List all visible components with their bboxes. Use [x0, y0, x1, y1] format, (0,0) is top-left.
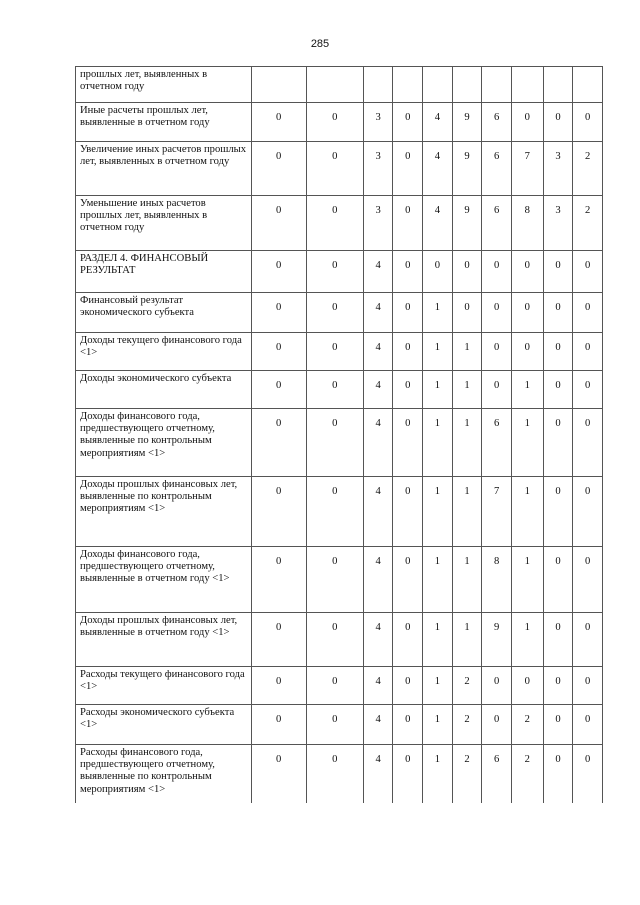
- code-digit-cell: 6: [482, 409, 512, 477]
- code-digit-cell: 0: [251, 745, 306, 803]
- code-digit-cell: 0: [511, 293, 543, 333]
- row-name-cell: Увеличение иных расчетов прошлых лет, выявленных в отчетном году: [76, 142, 252, 196]
- code-digit-cell: 0: [393, 477, 423, 547]
- row-name-cell: Доходы финансового года, предшествующего отчетному, выявленные в отчетном году <1>: [76, 547, 252, 613]
- code-digit-cell: 1: [423, 547, 453, 613]
- code-digit-cell: 0: [482, 667, 512, 705]
- table-row: [76, 293, 603, 333]
- code-digit-cell: 0: [306, 477, 363, 547]
- account-codes-table: [75, 66, 603, 803]
- code-digit-cell: 4: [363, 477, 393, 547]
- code-digit-cell: 0: [306, 103, 363, 142]
- code-digit-cell: 1: [423, 333, 453, 371]
- code-digit-cell: 2: [573, 196, 603, 251]
- code-digit-cell: 0: [393, 409, 423, 477]
- code-digit-cell: 0: [543, 251, 573, 293]
- table-row: [76, 142, 603, 196]
- table-body: [76, 67, 603, 803]
- code-digit-cell: 0: [573, 745, 603, 803]
- code-digit-cell: 0: [543, 705, 573, 745]
- code-digit-cell: 0: [543, 103, 573, 142]
- code-digit-cell: 2: [452, 667, 482, 705]
- code-digit-cell: 1: [511, 409, 543, 477]
- table-row: [76, 67, 603, 103]
- row-name-cell: Расходы текущего финансового года <1>: [76, 667, 252, 705]
- code-digit-cell: 0: [543, 333, 573, 371]
- code-digit-cell: 0: [251, 251, 306, 293]
- row-name-cell: прошлых лет, выявленных в отчетном году: [76, 67, 252, 103]
- code-digit-cell: 2: [511, 705, 543, 745]
- code-digit-cell: 3: [363, 196, 393, 251]
- code-digit-cell: 0: [393, 142, 423, 196]
- code-digit-cell: 4: [363, 409, 393, 477]
- code-digit-cell: 4: [423, 142, 453, 196]
- code-digit-cell: 6: [482, 196, 512, 251]
- code-digit-cell: 0: [482, 705, 512, 745]
- code-digit-cell: 7: [482, 477, 512, 547]
- code-digit-cell: 4: [363, 705, 393, 745]
- code-digit-cell: 0: [573, 293, 603, 333]
- code-digit-cell: 0: [482, 371, 512, 409]
- row-name-cell: Доходы финансового года, предшествующего отчетному, выявленные по контрольным мероприятиям <1>: [76, 409, 252, 477]
- code-digit-cell: 4: [363, 667, 393, 705]
- code-digit-cell: 0: [543, 745, 573, 803]
- code-digit-cell: 4: [423, 196, 453, 251]
- code-digit-cell: 0: [573, 613, 603, 667]
- table-row: [76, 705, 603, 745]
- row-name-cell: Доходы прошлых финансовых лет, выявленные по контрольным мероприятиям <1>: [76, 477, 252, 547]
- code-digit-cell: [423, 67, 453, 103]
- code-digit-cell: 1: [423, 293, 453, 333]
- row-name-cell: Финансовый результат экономического субъекта: [76, 293, 252, 333]
- code-digit-cell: 0: [573, 371, 603, 409]
- code-digit-cell: 3: [543, 142, 573, 196]
- code-digit-cell: 0: [482, 293, 512, 333]
- code-digit-cell: 4: [363, 371, 393, 409]
- code-digit-cell: 4: [363, 333, 393, 371]
- code-digit-cell: 1: [423, 371, 453, 409]
- code-digit-cell: 4: [363, 251, 393, 293]
- table-row: [76, 547, 603, 613]
- table-row: [76, 251, 603, 293]
- page-number: 285: [310, 38, 330, 50]
- code-digit-cell: 1: [423, 613, 453, 667]
- code-digit-cell: 0: [423, 251, 453, 293]
- code-digit-cell: 1: [423, 705, 453, 745]
- code-digit-cell: 0: [573, 251, 603, 293]
- code-digit-cell: 0: [306, 251, 363, 293]
- code-digit-cell: 0: [511, 333, 543, 371]
- code-digit-cell: 0: [251, 667, 306, 705]
- code-digit-cell: 0: [543, 371, 573, 409]
- code-digit-cell: [482, 67, 512, 103]
- code-digit-cell: 9: [452, 196, 482, 251]
- code-digit-cell: 4: [363, 547, 393, 613]
- code-digit-cell: 0: [393, 196, 423, 251]
- code-digit-cell: 0: [452, 251, 482, 293]
- code-digit-cell: 0: [393, 667, 423, 705]
- code-digit-cell: [251, 67, 306, 103]
- code-digit-cell: 0: [511, 667, 543, 705]
- code-digit-cell: 1: [511, 477, 543, 547]
- code-digit-cell: 0: [306, 745, 363, 803]
- code-digit-cell: 0: [251, 196, 306, 251]
- code-digit-cell: 4: [363, 745, 393, 803]
- code-digit-cell: 0: [251, 409, 306, 477]
- code-digit-cell: 1: [511, 371, 543, 409]
- code-digit-cell: 0: [511, 103, 543, 142]
- row-name-cell: Расходы экономического субъекта <1>: [76, 705, 252, 745]
- code-digit-cell: 0: [306, 547, 363, 613]
- row-name-cell: Доходы прошлых финансовых лет, выявленные в отчетном году <1>: [76, 613, 252, 667]
- code-digit-cell: 1: [452, 333, 482, 371]
- code-digit-cell: 8: [482, 547, 512, 613]
- code-digit-cell: 0: [306, 333, 363, 371]
- code-digit-cell: 9: [482, 613, 512, 667]
- code-digit-cell: 0: [482, 251, 512, 293]
- row-name-cell: Доходы текущего финансового года <1>: [76, 333, 252, 371]
- code-digit-cell: 0: [543, 477, 573, 547]
- code-digit-cell: 0: [573, 705, 603, 745]
- code-digit-cell: 0: [251, 547, 306, 613]
- code-digit-cell: 3: [363, 103, 393, 142]
- code-digit-cell: 0: [251, 142, 306, 196]
- code-digit-cell: 1: [452, 547, 482, 613]
- code-digit-cell: 0: [393, 613, 423, 667]
- table-row: [76, 745, 603, 803]
- code-digit-cell: 0: [251, 103, 306, 142]
- code-digit-cell: [543, 67, 573, 103]
- code-digit-cell: 0: [251, 371, 306, 409]
- code-digit-cell: 0: [573, 477, 603, 547]
- code-digit-cell: 0: [306, 613, 363, 667]
- code-digit-cell: 1: [452, 371, 482, 409]
- code-digit-cell: 0: [251, 477, 306, 547]
- code-digit-cell: 0: [573, 103, 603, 142]
- code-digit-cell: 0: [393, 103, 423, 142]
- code-digit-cell: 0: [306, 196, 363, 251]
- code-digit-cell: 4: [363, 293, 393, 333]
- code-digit-cell: [511, 67, 543, 103]
- row-name-cell: РАЗДЕЛ 4. ФИНАНСОВЫЙ РЕЗУЛЬТАТ: [76, 251, 252, 293]
- code-digit-cell: [393, 67, 423, 103]
- code-digit-cell: [363, 67, 393, 103]
- code-digit-cell: 6: [482, 103, 512, 142]
- code-digit-cell: 0: [393, 333, 423, 371]
- code-digit-cell: 2: [511, 745, 543, 803]
- code-digit-cell: 1: [452, 613, 482, 667]
- code-digit-cell: 0: [393, 745, 423, 803]
- row-name-cell: Иные расчеты прошлых лет, выявленные в отчетном году: [76, 103, 252, 142]
- code-digit-cell: 0: [543, 613, 573, 667]
- code-digit-cell: 1: [423, 409, 453, 477]
- code-digit-cell: 0: [306, 667, 363, 705]
- code-digit-cell: 0: [543, 547, 573, 613]
- code-digit-cell: 1: [511, 613, 543, 667]
- code-digit-cell: 0: [543, 409, 573, 477]
- code-digit-cell: 0: [573, 667, 603, 705]
- code-digit-cell: 0: [573, 409, 603, 477]
- table-row: [76, 103, 603, 142]
- table-row: [76, 613, 603, 667]
- code-digit-cell: 9: [452, 142, 482, 196]
- code-digit-cell: 0: [251, 333, 306, 371]
- code-digit-cell: 0: [306, 293, 363, 333]
- table-row: [76, 477, 603, 547]
- code-digit-cell: [452, 67, 482, 103]
- code-digit-cell: 0: [573, 547, 603, 613]
- table-row: [76, 371, 603, 409]
- table-row: [76, 333, 603, 371]
- code-digit-cell: 6: [482, 142, 512, 196]
- code-digit-cell: 0: [543, 667, 573, 705]
- code-digit-cell: 3: [363, 142, 393, 196]
- code-digit-cell: 0: [306, 409, 363, 477]
- code-digit-cell: 0: [511, 251, 543, 293]
- code-digit-cell: 0: [306, 371, 363, 409]
- code-digit-cell: 8: [511, 196, 543, 251]
- code-digit-cell: 0: [543, 293, 573, 333]
- row-name-cell: Доходы экономического субъекта: [76, 371, 252, 409]
- code-digit-cell: 0: [482, 333, 512, 371]
- code-digit-cell: 4: [363, 613, 393, 667]
- table-row: [76, 409, 603, 477]
- code-digit-cell: 0: [573, 333, 603, 371]
- code-digit-cell: 0: [452, 293, 482, 333]
- code-digit-cell: 2: [452, 745, 482, 803]
- code-digit-cell: 7: [511, 142, 543, 196]
- code-digit-cell: 2: [573, 142, 603, 196]
- code-digit-cell: 0: [251, 613, 306, 667]
- code-digit-cell: 3: [543, 196, 573, 251]
- code-digit-cell: 1: [452, 409, 482, 477]
- code-digit-cell: [306, 67, 363, 103]
- code-digit-cell: [573, 67, 603, 103]
- code-digit-cell: 1: [452, 477, 482, 547]
- row-name-cell: Расходы финансового года, предшествующего отчетному, выявленные по контрольным мероприятиям <1>: [76, 745, 252, 803]
- code-digit-cell: 9: [452, 103, 482, 142]
- code-digit-cell: 0: [306, 142, 363, 196]
- code-digit-cell: 0: [393, 705, 423, 745]
- code-digit-cell: 1: [423, 745, 453, 803]
- code-digit-cell: 6: [482, 745, 512, 803]
- code-digit-cell: 1: [423, 477, 453, 547]
- code-digit-cell: 2: [452, 705, 482, 745]
- code-digit-cell: 0: [306, 705, 363, 745]
- code-digit-cell: 0: [393, 293, 423, 333]
- row-name-cell: Уменьшение иных расчетов прошлых лет, выявленных в отчетном году: [76, 196, 252, 251]
- code-digit-cell: 0: [393, 371, 423, 409]
- table-row: [76, 667, 603, 705]
- code-digit-cell: 1: [511, 547, 543, 613]
- code-digit-cell: 0: [393, 547, 423, 613]
- code-digit-cell: 0: [251, 293, 306, 333]
- table-row: [76, 196, 603, 251]
- code-digit-cell: 4: [423, 103, 453, 142]
- code-digit-cell: 0: [251, 705, 306, 745]
- code-digit-cell: 1: [423, 667, 453, 705]
- code-digit-cell: 0: [393, 251, 423, 293]
